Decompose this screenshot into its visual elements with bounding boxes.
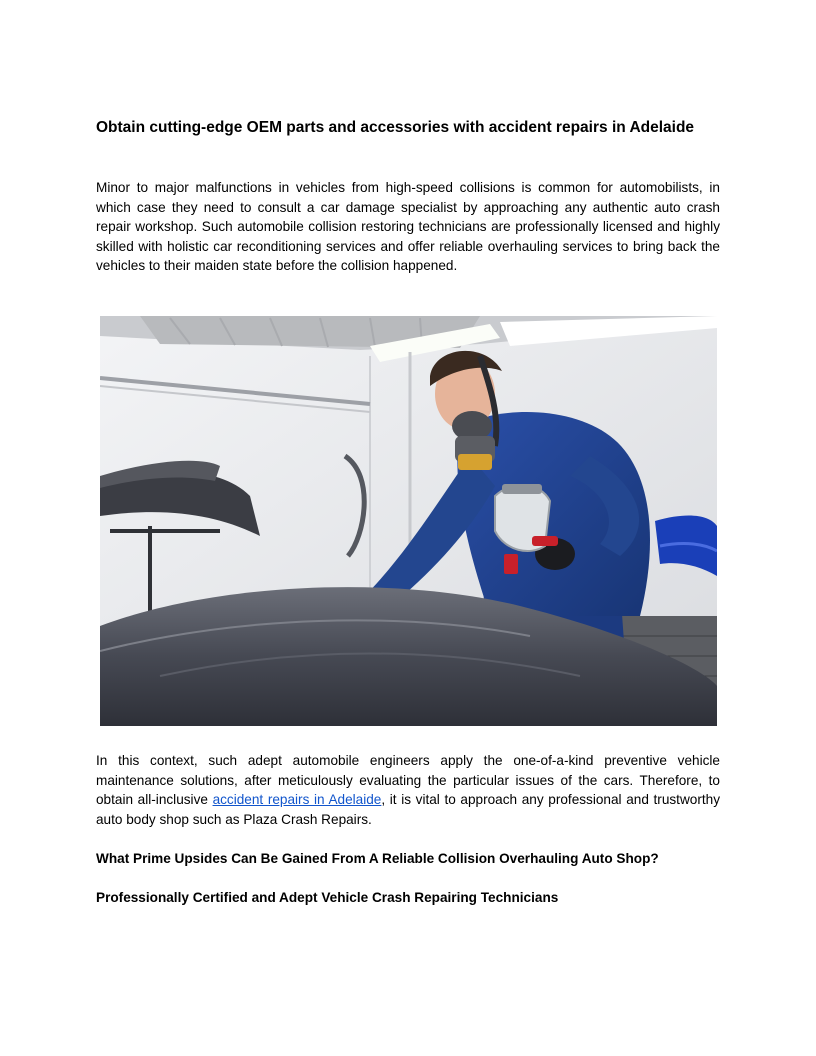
context-paragraph (96, 751, 720, 829)
sub-heading: Professionally Certified and Adept Vehicle Crash Repairing Technicians (96, 890, 559, 905)
context-text-after-link: , it is vital to approach any professional and trustworthy auto body shop such as Plaza Crash Repairs. (96, 792, 720, 827)
page-title: Obtain cutting-edge OEM parts and accessories with accident repairs in Adelaide (96, 119, 695, 136)
intro-paragraph: Minor to major malfunctions in vehicles from high-speed collisions is common for automobilists, in which case they need to consult a car damage specialist by approaching any authentic auto crash repair workshop. Such automobile collision restoring technicians are professionally licensed and highly skilled with holistic car reconditioning services and offer reliable overhauling services to bring back the vehicles to their maiden state before the collision happened. (96, 180, 720, 274)
question-heading: What Prime Upsides Can Be Gained From A Reliable Collision Overhauling Auto Shop? (96, 851, 659, 866)
technician-photo (100, 316, 717, 726)
accident-repairs-link[interactable]: accident repairs in Adelaide (212, 792, 382, 808)
context-text-before-link: In this context, such adept automobile engineers apply the one-of-a-kind preventive vehicle maintenance solutions, after meticulously evaluating the particular issues of the cars. Therefore, to obtain all-inclusive (96, 753, 720, 808)
